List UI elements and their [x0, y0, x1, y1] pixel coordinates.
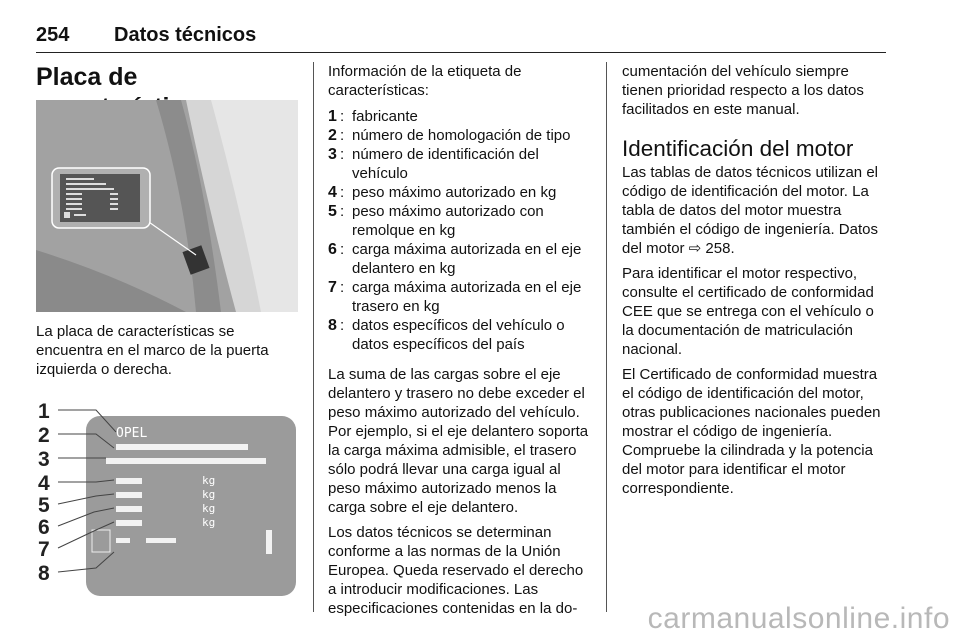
column-2: [328, 62, 590, 618]
axle-load-paragraph: La suma de las cargas sobre el eje delantero y trasero no debe exceder el peso máximo autorizado del vehículo. Por ejemplo, si el eje delantero soporta la carga máxima admisible, el trasero sólo podrá llevar una carga igual al peso máximo autorizado menos la carga sobre el eje delantero.: [328, 366, 589, 516]
legend-number: 2: [328, 127, 337, 144]
plate-number-6: 6: [38, 516, 50, 539]
legend-number: 7: [328, 279, 337, 296]
list-item: 6 : carga máxima autorizada en el eje delantero en kg: [328, 241, 582, 277]
legend-text: carga máxima autorizada en el eje delantero en kg: [352, 241, 582, 277]
list-item: 1 : fabricante: [328, 108, 418, 125]
plate-number-1: 1: [38, 400, 50, 423]
legend-text: peso máximo autorizado en kg: [352, 184, 557, 201]
page-number: 254: [36, 24, 70, 46]
list-item: 4 : peso máximo autorizado en kg: [328, 184, 557, 201]
plate-number-7: 7: [38, 538, 50, 561]
legend-number: 6: [328, 241, 337, 258]
plate-location-caption: La placa de características se encuentra en el marco de la puerta izquierda o derecha.: [36, 323, 269, 378]
page-header: [36, 24, 886, 53]
legend-text: número de homologación de tipo: [352, 127, 571, 144]
plate-unit-2: kg: [202, 488, 216, 501]
watermark: carmanualsonline.info: [647, 602, 950, 635]
plate-brand: OPEL: [116, 426, 148, 441]
plate-number-5: 5: [38, 494, 50, 517]
plate-unit-1: kg: [202, 474, 216, 487]
door-frame-photo: [36, 100, 298, 312]
column-divider: [313, 62, 314, 612]
legend-text: carga máxima autorizada en el eje trasero en kg: [352, 279, 582, 315]
list-item: 2 : número de homologación de tipo: [328, 127, 571, 144]
plate-info-intro: Información de la etiqueta de características:: [328, 63, 522, 99]
legend-number: 5: [328, 203, 337, 220]
legend-text: peso máximo autorizado con remolque en kg: [352, 203, 544, 239]
legend-text: fabricante: [352, 108, 418, 125]
plate-number-3: 3: [38, 448, 50, 471]
plate-number-4: 4: [38, 472, 50, 495]
legend-number: 4: [328, 184, 337, 201]
plate-legend-list: [328, 107, 590, 354]
section-title: Placa de: [36, 63, 138, 91]
legend-number: 8: [328, 317, 337, 334]
plate-unit-3: kg: [202, 502, 216, 515]
engine-identification-title: Identificación del motor: [622, 136, 854, 161]
legend-text: datos específicos del vehículo o datos específicos del país: [352, 317, 565, 353]
column-divider: [606, 62, 607, 612]
plate-diagram: [36, 392, 298, 602]
plate-number-8: 8: [38, 562, 50, 585]
conformity-certificate-paragraph: El Certificado de conformidad muestra el código de identificación del motor, otras publicaciones nacionales pueden mostrar el código de ingeniería. Compruebe la cilindrada y la potencia del motor para identificar el motor correspondiente.: [622, 366, 881, 497]
list-item: 7 : carga máxima autorizada en el eje trasero en kg: [328, 279, 582, 315]
legend-text: número de identificación del vehículo: [352, 146, 539, 182]
column-3: [622, 62, 888, 498]
legend-number: 3: [328, 146, 337, 163]
list-item: 3 : número de identificación del vehículo: [328, 146, 539, 182]
legend-number: 1: [328, 108, 337, 125]
eu-norms-paragraph: Los datos técnicos se determinan conforme a las normas de la Unión Europea. Queda reservado el derecho a introducir modificaciones. Las especificaciones contenidas en la do-: [328, 524, 584, 617]
identify-engine-paragraph: Para identificar el motor respectivo, consulte el certificado de conformidad CEE que se entrega con el vehículo o la documentación de matriculación nacional.: [622, 265, 874, 358]
list-item: 5 : peso máximo autorizado con remolque en kg: [328, 203, 544, 239]
engine-code-paragraph: Las tablas de datos técnicos utilizan el código de identificación del motor. La tabla de datos del motor muestra también el código de ingeniería. Datos del motor ⇨ 258.: [622, 164, 878, 257]
plate-number-2: 2: [38, 424, 50, 447]
list-item: 8 : datos específicos del vehículo o datos específicos del país: [328, 317, 565, 353]
chapter-title: Datos técnicos: [114, 24, 257, 46]
plate-unit-4: kg: [202, 516, 216, 529]
documentation-continued: cumentación del vehículo siempre tienen prioridad respecto a los datos facilitados en este manual.: [622, 63, 864, 118]
